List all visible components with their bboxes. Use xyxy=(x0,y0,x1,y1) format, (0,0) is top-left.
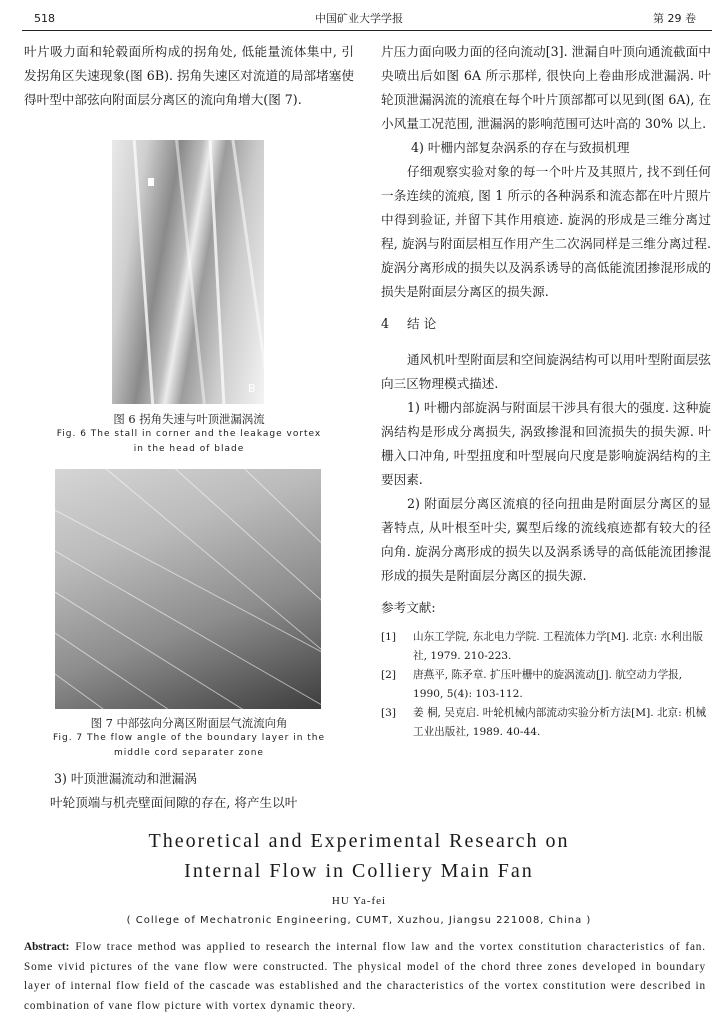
abstract-text: Flow trace method was applied to research the internal flow law and the vortex constitution characteristics of fan. Some vivid pictures of the vane flow were constructed. The physical model of the chord three zones developed in boundary layer of internal flow field of the cascade was established and the characteristics of the vortex constitution were described in combination of vane flow picture with vortex dynamic theory. xyxy=(24,941,706,1012)
subsection-4-heading: 4) 叶栅内部复杂涡系的存在与致损机理 xyxy=(411,140,630,155)
english-author: HU Ya-fei xyxy=(331,895,387,907)
page-number: 518 xyxy=(34,12,55,25)
english-title-line1: Theoretical and Experimental Research on xyxy=(148,830,570,852)
english-abstract xyxy=(24,938,706,1016)
left-paragraph-1: 叶片吸力面和轮毂面所构成的拐角处, 低能量流体集中, 引发拐角区失速现象(图 6B). 拐角失速区对流道的局部堵塞使得叶型中部弦向附面层分离区的流向角增大(图 7). xyxy=(24,44,354,107)
header-rule xyxy=(22,30,712,31)
journal-title: 中国矿业大学学报 xyxy=(315,12,403,25)
figure-6-photo xyxy=(112,140,264,404)
conclusion-2: 2) 附面层分离区流痕的径向扭曲是附面层分离区的显著特点, 从叶根至叶尖, 翼型后缘的流线痕迹都有较大的径向角. 旋涡分离形成的损失以及涡系诱导的高低能流团掺混形成的损失是附面层分离区的损失源. xyxy=(381,496,711,583)
section-title: 结 论 xyxy=(407,316,437,331)
section-number: 4 xyxy=(381,316,390,331)
english-affiliation: ( College of Mechatronic Engineering, CUMT, Xuzhou, Jiangsu 221008, China ) xyxy=(126,915,592,926)
left-column xyxy=(24,40,354,112)
left-column-bottom xyxy=(24,767,354,815)
volume-label: 第 29 卷 xyxy=(653,12,696,25)
reference-number: [3] xyxy=(381,707,397,719)
figure-6-caption-en-line2: in the head of blade xyxy=(133,444,245,454)
figure-6-caption xyxy=(24,412,354,457)
reference-number: [2] xyxy=(381,669,397,681)
figure-6-caption-en-line1: Fig. 6 The stall in corner and the leakage vortex xyxy=(56,429,322,439)
reference-item xyxy=(381,704,711,742)
right-column xyxy=(381,40,711,742)
figure-7-caption-en-line1: Fig. 7 The flow angle of the boundary layer in the xyxy=(52,733,326,743)
page-header xyxy=(0,8,718,30)
section-heading xyxy=(381,312,711,336)
subsection-3-heading: 3) 叶顶泄漏流动和泄漏涡 xyxy=(54,771,197,786)
reference-item xyxy=(381,666,711,704)
reference-number: [1] xyxy=(381,631,397,643)
reference-text: 山东工学院, 东北电力学院. 工程流体力学[M]. 北京: 水利出版社, 1979. 210-223. xyxy=(413,631,703,662)
conclusion-intro: 通风机叶型附面层和空间旋涡结构可以用叶型附面层弦向三区物理模式描述. xyxy=(381,352,711,391)
right-paragraph-1: 片压力面向吸力面的径向流动[3]. 泄漏自叶顶向通流截面中央喷出后如图 6A 所示那样, 很快向上卷曲形成泄漏涡. 叶轮顶泄漏涡流的流痕在每个叶片顶部都可以见到(图 6A), 在小风量工况范围, 泄漏涡的影响范围可达叶高的 30% 以上. xyxy=(381,44,711,131)
reference-item xyxy=(381,628,711,666)
figure-7-photo xyxy=(55,469,321,709)
figure-6-marker xyxy=(148,178,154,186)
abstract-label: Abstract: xyxy=(24,941,70,953)
references-heading: 参考文献: xyxy=(381,600,436,615)
reference-list xyxy=(381,628,711,742)
figure-6-caption-cn: 图 6 拐角失速与叶顶泄漏涡流 xyxy=(113,412,265,426)
subsection-4-text: 仔细观察实验对象的每一个叶片及其照片, 找不到任何一条连续的流痕, 图 1 所示的各种涡系和流态都在叶片照片中得到验证, 并留下其作用痕迹. 旋涡的形成是三维分离过程, 旋涡与附面层相互作用产生二次涡同样是三维分离过程. 旋涡分离形成的损失以及涡系诱导的高低能流团掺混形成的损失是附面层分离区的损失源. xyxy=(381,164,711,299)
figure-6-label: B xyxy=(248,382,256,395)
figure-7-caption-cn: 图 7 中部弦向分离区附面层气流流向角 xyxy=(90,716,288,730)
figure-7-caption xyxy=(24,716,354,761)
english-title-line2: Internal Flow in Colliery Main Fan xyxy=(184,860,534,882)
figure-7-caption-en-line2: middle cord separater zone xyxy=(114,748,264,758)
reference-text: 唐燕平, 陈矛章. 扩压叶栅中的旋涡流动[J]. 航空动力学报, 1990, 5(4): 103-112. xyxy=(413,669,683,700)
subsection-3-text: 叶轮顶端与机壳壁面间隙的存在, 将产生以叶 xyxy=(50,795,298,810)
reference-text: 姜 桐, 吴克启. 叶轮机械内部流动实验分析方法[M]. 北京: 机械工业出版社, 1989. 40-44. xyxy=(413,707,707,738)
conclusion-1: 1) 叶栅内部旋涡与附面层干涉具有很大的强度. 这种旋涡结构是形成分离损失, 涡致掺混和回流损失的损失源. 叶栅入口冲角, 叶型扭度和叶型展向尺度是影响旋涡结构的主要因素. xyxy=(381,400,711,487)
